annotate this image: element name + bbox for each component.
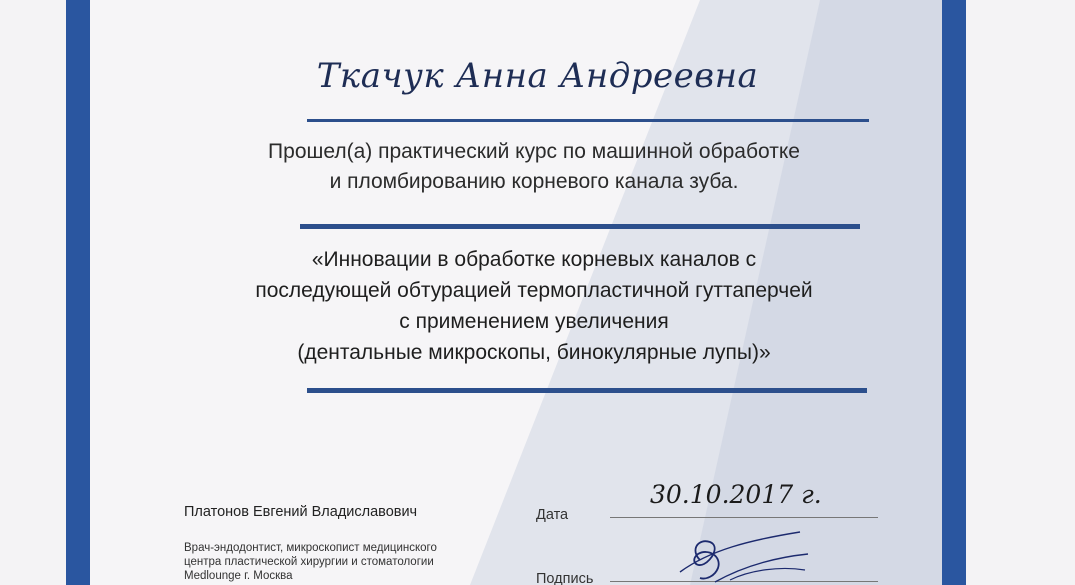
title-line: с применением увеличения bbox=[399, 310, 669, 333]
recipient-name: Ткачук Анна Андреевна bbox=[316, 56, 759, 96]
date-value: 30.10.2017 г. bbox=[650, 480, 822, 509]
title-line: «Инновации в обработке корневых каналов с bbox=[311, 248, 757, 271]
course-description bbox=[120, 137, 948, 197]
title-line: (дентальные микроскопы, бинокулярные лупы)» bbox=[297, 341, 771, 364]
course-line: Прошел(а) практический курс по машинной обработке bbox=[268, 140, 800, 163]
signer-description-line: Врач-эндодонтист, микроскопист медицинского bbox=[184, 542, 437, 554]
course-line: и пломбированию корневого канала зуба. bbox=[329, 170, 739, 193]
signer-description-line: центра пластической хирургии и стоматологии bbox=[184, 556, 434, 568]
divider-rule-bottom bbox=[307, 388, 867, 393]
divider-rule-top bbox=[307, 119, 869, 122]
date-label: Дата bbox=[536, 507, 569, 523]
signer-description bbox=[184, 541, 437, 583]
course-title bbox=[120, 244, 948, 368]
signer-description-line: Medlounge г. Москва bbox=[184, 570, 293, 582]
handwritten-signature bbox=[660, 520, 810, 585]
title-line: последующей обтурацией термопластичной гуттаперчей bbox=[255, 279, 813, 302]
date-underline bbox=[610, 517, 878, 518]
signer-name: Платонов Евгений Владиславович bbox=[184, 504, 418, 520]
divider-rule-middle bbox=[300, 224, 860, 229]
signature-label: Подпись bbox=[536, 571, 594, 585]
